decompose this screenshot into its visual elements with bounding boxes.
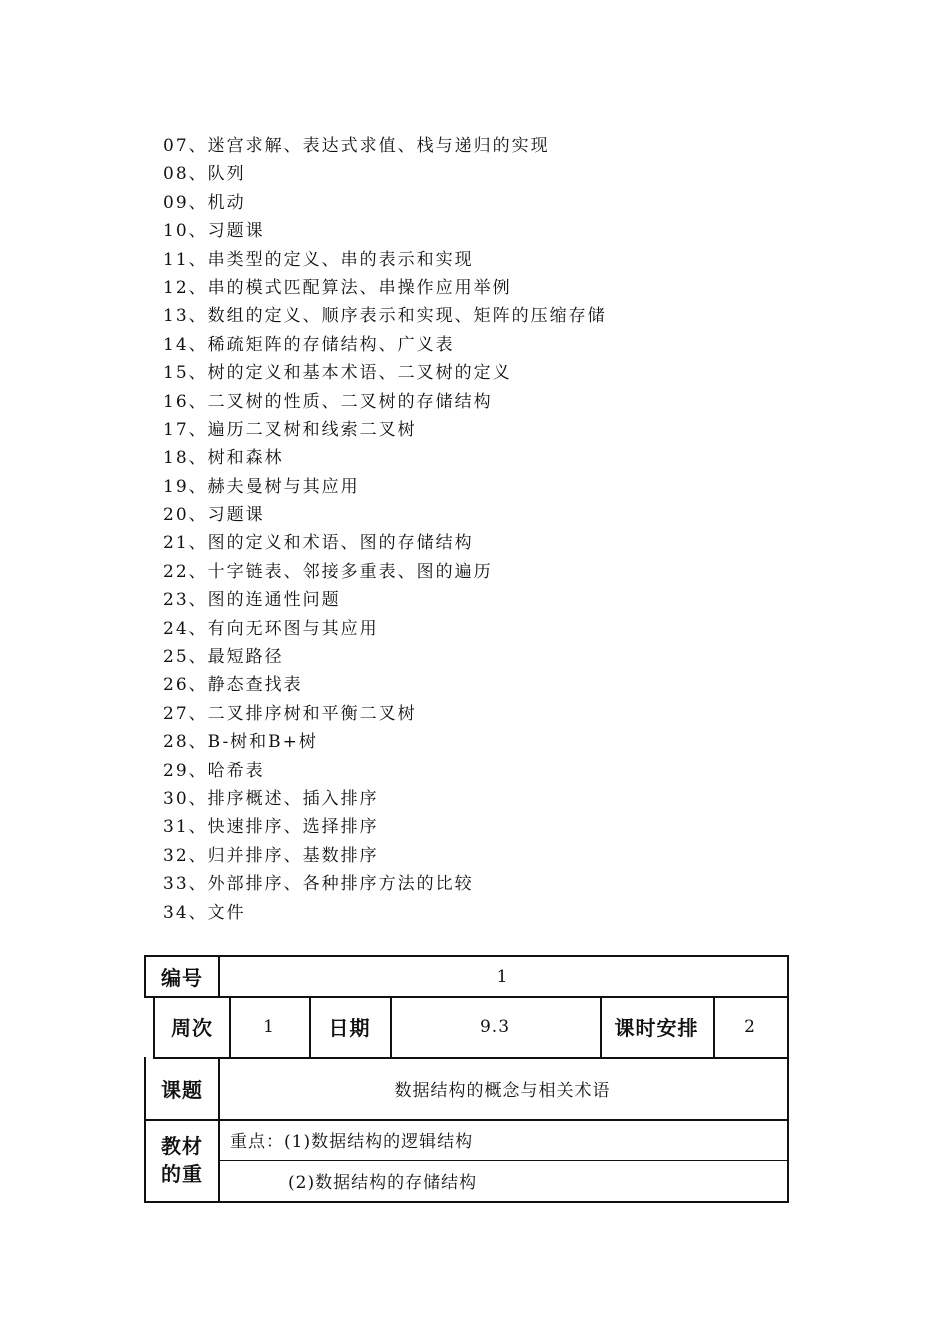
list-item: 15、树的定义和基本术语、二叉树的定义 <box>163 363 512 384</box>
list-item: 30、排序概述、插入排序 <box>163 788 379 809</box>
list-item: 10、习题课 <box>163 221 265 242</box>
number-label: 编号 <box>144 955 220 998</box>
list-item: 20、习题课 <box>163 505 265 526</box>
list-item: 11、串类型的定义、串的表示和实现 <box>163 249 474 270</box>
list-item: 08、队列 <box>163 164 246 185</box>
list-item: 34、文件 <box>163 902 246 923</box>
list-item: 21、图的定义和术语、图的存储结构 <box>163 533 474 554</box>
list-item: 09、机动 <box>163 192 246 213</box>
list-item: 33、外部排序、各种排序方法的比较 <box>163 874 474 895</box>
hours-value: 2 <box>713 996 789 1059</box>
focus-label-line2: 的重 <box>161 1162 203 1186</box>
number-value: 1 <box>218 955 789 998</box>
list-item: 13、数组的定义、顺序表示和实现、矩阵的压缩存储 <box>163 306 607 327</box>
focus-label <box>144 1119 220 1203</box>
focus-line1: 重点：(1)数据结构的逻辑结构 <box>218 1119 789 1161</box>
list-item: 22、十字链表、邻接多重表、图的遍历 <box>163 561 493 582</box>
list-item: 07、迷宫求解、表达式求值、栈与递归的实现 <box>163 136 550 156</box>
focus-line2: (2)数据结构的存储结构 <box>218 1160 789 1203</box>
list-item: 31、快速排序、选择排序 <box>163 817 379 838</box>
week-value: 1 <box>229 996 311 1059</box>
list-item: 16、二叉树的性质、二叉树的存储结构 <box>163 391 493 412</box>
list-item: 28、B-树和B+树 <box>163 732 318 753</box>
list-item: 29、哈希表 <box>163 760 265 781</box>
week-label: 周次 <box>153 996 231 1059</box>
list-item: 27、二叉排序树和平衡二叉树 <box>163 703 417 724</box>
focus-label-line1: 教材 <box>161 1134 203 1158</box>
date-label: 日期 <box>309 996 392 1059</box>
date-value: 9.3 <box>390 996 602 1059</box>
list-item: 14、稀疏矩阵的存储结构、广义表 <box>163 334 455 355</box>
list-item: 18、树和森林 <box>163 448 284 469</box>
list-item: 23、图的连通性问题 <box>163 590 341 611</box>
list-item: 24、有向无环图与其应用 <box>163 618 379 639</box>
list-item: 19、赫夫曼树与其应用 <box>163 476 360 497</box>
hours-label: 课时安排 <box>600 996 715 1059</box>
list-item: 17、遍历二叉树和线索二叉树 <box>163 419 417 440</box>
list-item: 32、归并排序、基数排序 <box>163 845 379 866</box>
list-item: 12、串的模式匹配算法、串操作应用举例 <box>163 277 512 298</box>
topic-value: 数据结构的概念与相关术语 <box>218 1057 789 1121</box>
course-schedule-list <box>163 132 607 927</box>
list-item: 26、静态查找表 <box>163 675 303 696</box>
topic-label: 课题 <box>144 1057 220 1121</box>
list-item: 25、最短路径 <box>163 647 284 668</box>
